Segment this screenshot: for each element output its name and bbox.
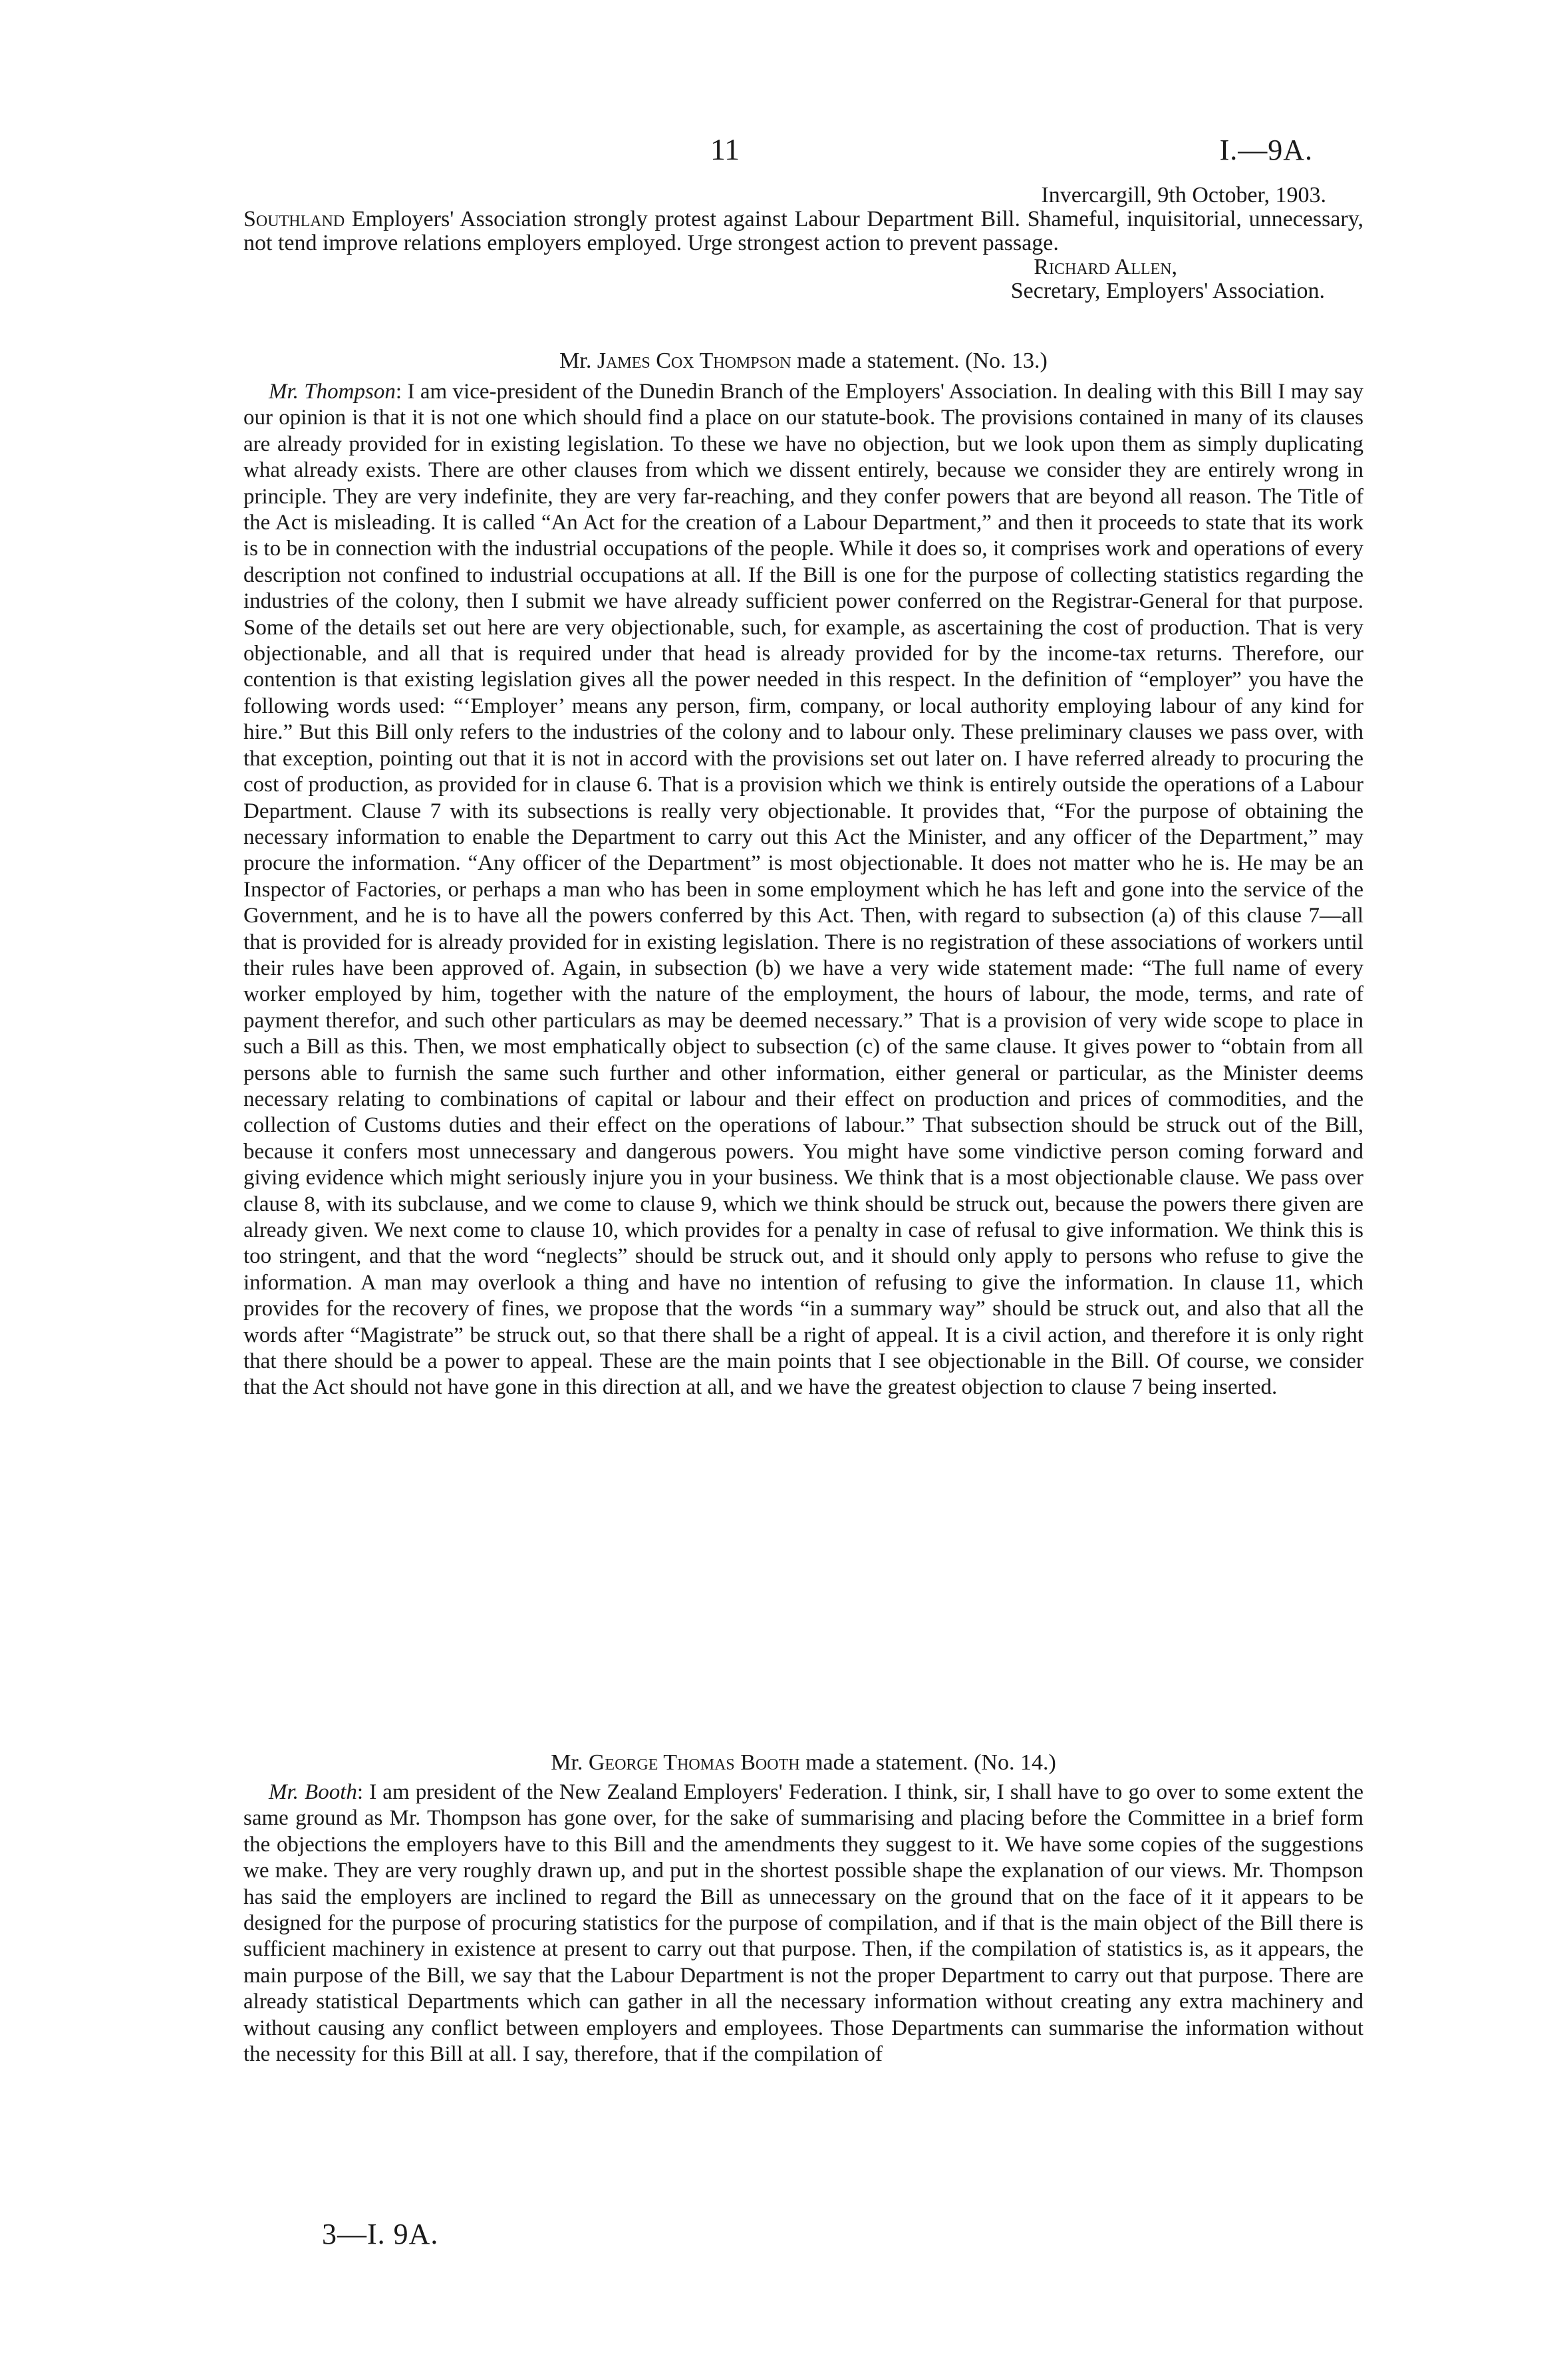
- heading-suffix: made a statement. (No. 13.): [797, 348, 1048, 373]
- statement-heading-thompson: [243, 348, 1363, 374]
- speaker-booth: Mr. Booth: [269, 1780, 357, 1804]
- heading-name: James Cox Thompson: [597, 348, 791, 373]
- telegram: [243, 184, 1363, 303]
- telegram-sender: Southland: [243, 207, 345, 231]
- statement-heading-booth: [243, 1750, 1363, 1776]
- page-number: 11: [710, 132, 740, 166]
- statement-booth: Mr. Booth: I am president of the New Zealand Employers' Federation. I think, sir, I shall have to go over to some extent the same ground as Mr. Thompson has gone over, for the sake of summarising and placing before the Committee in a brief form the objections the employers have to this Bill and the amendments they suggest to it. We have some copies of the suggestions we make. They are very roughly drawn up, and put in the shortest possible shape the explanation of our views. Mr. Thompson has said the employers are inclined to regard the Bill as unnecessary on the ground that on the face of it it appears to be designed for the purpose of procuring statistics for the purpose of compilation, and if that is the main object of the Bill there is sufficient machinery in existence at present to carry out that purpose. Then, if the compilation of statistics is, as it appears, the main purpose of the Bill, we say that the Labour Department is not the proper Department to carry out that purpose. There are already statistical Departments which can gather in all the necessary information without creating any extra machinery and without causing any conflict between employers and employees. Those Departments can summarise the information without the necessity for this Bill at all. I say, therefore, that if the compilation of: [243, 1780, 1363, 2067]
- heading-name: George Thomas Booth: [588, 1750, 800, 1775]
- telegram-dateline: Invercargill, 9th October, 1903.: [1041, 183, 1326, 207]
- document-code: I.—9A.: [1219, 134, 1313, 166]
- telegram-text: Employers' Association strongly protest against Labour Department Bill. Shameful, inquisitorial, unnecessary, not tend improve relations employers employed. Urge strongest action to prevent passage.: [243, 207, 1364, 255]
- statement-booth-text: I am president of the New Zealand Employers' Federation. I think, sir, I shall have to go over to some extent the same ground as Mr. Thompson has gone over, for the sake of summarising and placing before the Committee in a brief form the objections the employers have to this Bill and the amendments they suggest to it. We have some copies of the suggestions we make. They are very roughly drawn up, and put in the shortest possible shape the explanation of our views. Mr. Thompson has said the employers are inclined to regard the Bill as unnecessary on the ground that on the face of it it appears to be designed for the purpose of procuring statistics for the purpose of compilation, and if that is the main object of the Bill there is sufficient machinery in existence at present to carry out that purpose. Then, if the compilation of statistics is, as it appears, the main purpose of the Bill, we say that the Labour Department is not the proper Department to carry out that purpose. There are already statistical Departments which can gather in all the necessary information without creating any extra machinery and without causing any conflict between employers and employees. Those Departments can summarise the information without the necessity for this Bill at all. I say, therefore, that if the compilation of: [243, 1780, 1363, 2067]
- statement-thompson: Mr. Thompson: I am vice-president of the Dunedin Branch of the Employers' Association. In dealing with this Bill I may say our opinion is that it is not one which should find a place on our statute-book. The provisions contained in many of its clauses are already provided for in existing legislation. To these we have no objection, but we look upon them as simply duplicating what already exists. There are other clauses from which we dissent entirely, because we consider they are entirely wrong in principle. They are very indefinite, they are very far-reaching, and they confer powers that are beyond all reason. The Title of the Act is misleading. It is called “An Act for the creation of a Labour Department,” and then it proceeds to state that its work is to be in connection with the industrial occupations of the people. While it does so, it comprises work and operations of every description not confined to industrial occupations at all. If the Bill is one for the purpose of collecting statistics regarding the industries of the colony, then I submit we have already sufficient power conferred on the Registrar-General for that purpose. Some of the details set out here are very objectionable, such, for example, as ascertaining the cost of production. That is very objectionable, and all that is required under that head is already provided for by the income-tax returns. Therefore, our contention is that existing legislation gives all the power needed in this respect. In the definition of “employer” you have the following words used: “‘Employer’ means any person, firm, company, or local authority employing labour of any kind for hire.” But this Bill only refers to the industries of the colony and to labour only. These preliminary clauses we pass over, with that exception, pointing out that it is not in accord with the provisions set out later on. I have referred already to procuring the cost of production, as provided for in clause 6. That is a provision which we think is entirely outside the operations of a Labour Department. Clause 7 with its subsections is really very objectionable. It provides that, “For the purpose of obtaining the necessary information to enable the Department to carry out this Act the Minister, and any officer of the Department,” may procure the information. “Any officer of the Department” is most objectionable. It does not matter who he is. He may be an Inspector of Factories, or perhaps a man who has been in some employment which he has left and gone into the service of the Government, and he is to have all the powers conferred by this Act. Then, with regard to subsection (a) of this clause 7—all that is provided for is already provided for in existing legislation. There is no registration of these associations of workers until their rules have been approved of. Again, in subsection (b) we have a very wide statement made: “The full name of every worker employed by him, together with the nature of the employment, the hours of labour, the mode, terms, and rate of payment therefor, and such other particulars as may be deemed necessary.” That is a provision of very wide scope to place in such a Bill as this. Then, we most emphatically object to subsection (c) of the same clause. It gives power to “obtain from all persons able to furnish the same such further and other information, either general or particular, as the Minister deems necessary relating to combinations of capital or labour and their effect on production and prices of commodities, and the collection of Customs duties and their effect on the operations of labour.” That subsection should be struck out of the Bill, because it confers most unnecessary and dangerous powers. You might have some vindictive person coming forward and giving evidence which might seriously injure you in your business. We think that is a most objectionable clause. We pass over clause 8, with its subclause, and we come to clause 9, which we think should be struck out, because the powers there given are already given. We next come to clause 10, which provides for a penalty in case of refusal to give information. We think this is too stringent, and that the word “neglects” should be struck out, and it should only apply to persons who refuse to give the information. A man may overlook a thing and have no intention of refusing to give the information. In clause 11, which provides for the recovery of fines, we propose that the words “in a summary way” should be struck out, and also that all the words after “Magistrate” be struck out, so that there shall be a right of appeal. It is a civil action, and therefore it is only right that there should be a power to appeal. These are the main points that I see objectionable in the Bill. Of course, we consider that the Act should not have gone in this direction at all, and we have the greatest objection to clause 7 being inserted.: [243, 380, 1363, 1400]
- telegram-signature-name: Richard Allen,: [1034, 255, 1177, 279]
- statement-thompson-text: I am vice-president of the Dunedin Branch of the Employers' Association. In dealing with this Bill I may say our opinion is that it is not one which should find a place on our statute-book. The provisions contained in many of its clauses are already provided for in existing legislation. To these we have no objection, but we look upon them as simply duplicating what already exists. There are other clauses from which we dissent entirely, because we consider they are entirely wrong in principle. They are very indefinite, they are very far-reaching, and they confer powers that are beyond all reason. The Title of the Act is misleading. It is called “An Act for the creation of a Labour Department,” and then it proceeds to state that its work is to be in connection with the industrial occupations of the people. While it does so, it comprises work and operations of every description not confined to industrial occupations at all. If the Bill is one for the purpose of collecting statistics regarding the industries of the colony, then I submit we have already sufficient power conferred on the Registrar-General for that purpose. Some of the details set out here are very objectionable, such, for example, as ascertaining the cost of production. That is very objectionable, and all that is required under that head is already provided for by the income-tax returns. Therefore, our contention is that existing legislation gives all the power needed in this respect. In the definition of “employer” you have the following words used: “‘Employer’ means any person, firm, company, or local authority employing labour of any kind for hire.” But this Bill only refers to the industries of the colony and to labour only. These preliminary clauses we pass over, with that exception, pointing out that it is not in accord with the provisions set out later on. I have referred already to procuring the cost of production, as provided for in clause 6. That is a provision which we think is entirely outside the operations of a Labour Department. Clause 7 with its subsections is really very objectionable. It provides that, “For the purpose of obtaining the necessary information to enable the Department to carry out this Act the Minister, and any officer of the Department,” may procure the information. “Any officer of the Department” is most objectionable. It does not matter who he is. He may be an Inspector of Factories, or perhaps a man who has been in some employment which he has left and gone into the service of the Government, and he is to have all the powers conferred by this Act. Then, with regard to subsection (a) of this clause 7—all that is provided for is already provided for in existing legislation. There is no registration of these associations of workers until their rules have been approved of. Again, in subsection (b) we have a very wide statement made: “The full name of every worker employed by him, together with the nature of the employment, the hours of labour, the mode, terms, and rate of payment therefor, and such other particulars as may be deemed necessary.” That is a provision of very wide scope to place in such a Bill as this. Then, we most emphatically object to subsection (c) of the same clause. It gives power to “obtain from all persons able to furnish the same such further and other information, either general or particular, as the Minister deems necessary relating to combinations of capital or labour and their effect on production and prices of commodities, and the collection of Customs duties and their effect on the operations of labour.” That subsection should be struck out of the Bill, because it confers most unnecessary and dangerous powers. You might have some vindictive person coming forward and giving evidence which might seriously injure you in your business. We think that is a most objectionable clause. We pass over clause 8, with its subclause, and we come to clause 9, which we think should be struck out, because the powers there given are already given. We next come to clause 10, which provides for a penalty in case of refusal to give information. We think this is too stringent, and that the word “neglects” should be struck out, and it should only apply to persons who refuse to give the information. A man may overlook a thing and have no intention of refusing to give the information. In clause 11, which provides for the recovery of fines, we propose that the words “in a summary way” should be struck out, and also that all the words after “Magistrate” be struck out, so that there shall be a right of appeal. It is a civil action, and therefore it is only right that there should be a power to appeal. These are the main points that I see objectionable in the Bill. Of course, we consider that the Act should not have gone in this direction at all, and we have the greatest objection to clause 7 being inserted.: [243, 380, 1363, 1400]
- telegram-body: [243, 207, 1363, 255]
- heading-prefix: Mr.: [559, 348, 592, 373]
- telegram-signature-title: Secretary, Employers' Association.: [1010, 279, 1325, 303]
- speaker-thompson: Mr. Thompson: [269, 380, 396, 404]
- heading-suffix: made a statement. (No. 14.): [805, 1750, 1056, 1775]
- heading-prefix: Mr.: [551, 1750, 583, 1775]
- printer-signature-mark: 3—I. 9A.: [322, 2218, 439, 2250]
